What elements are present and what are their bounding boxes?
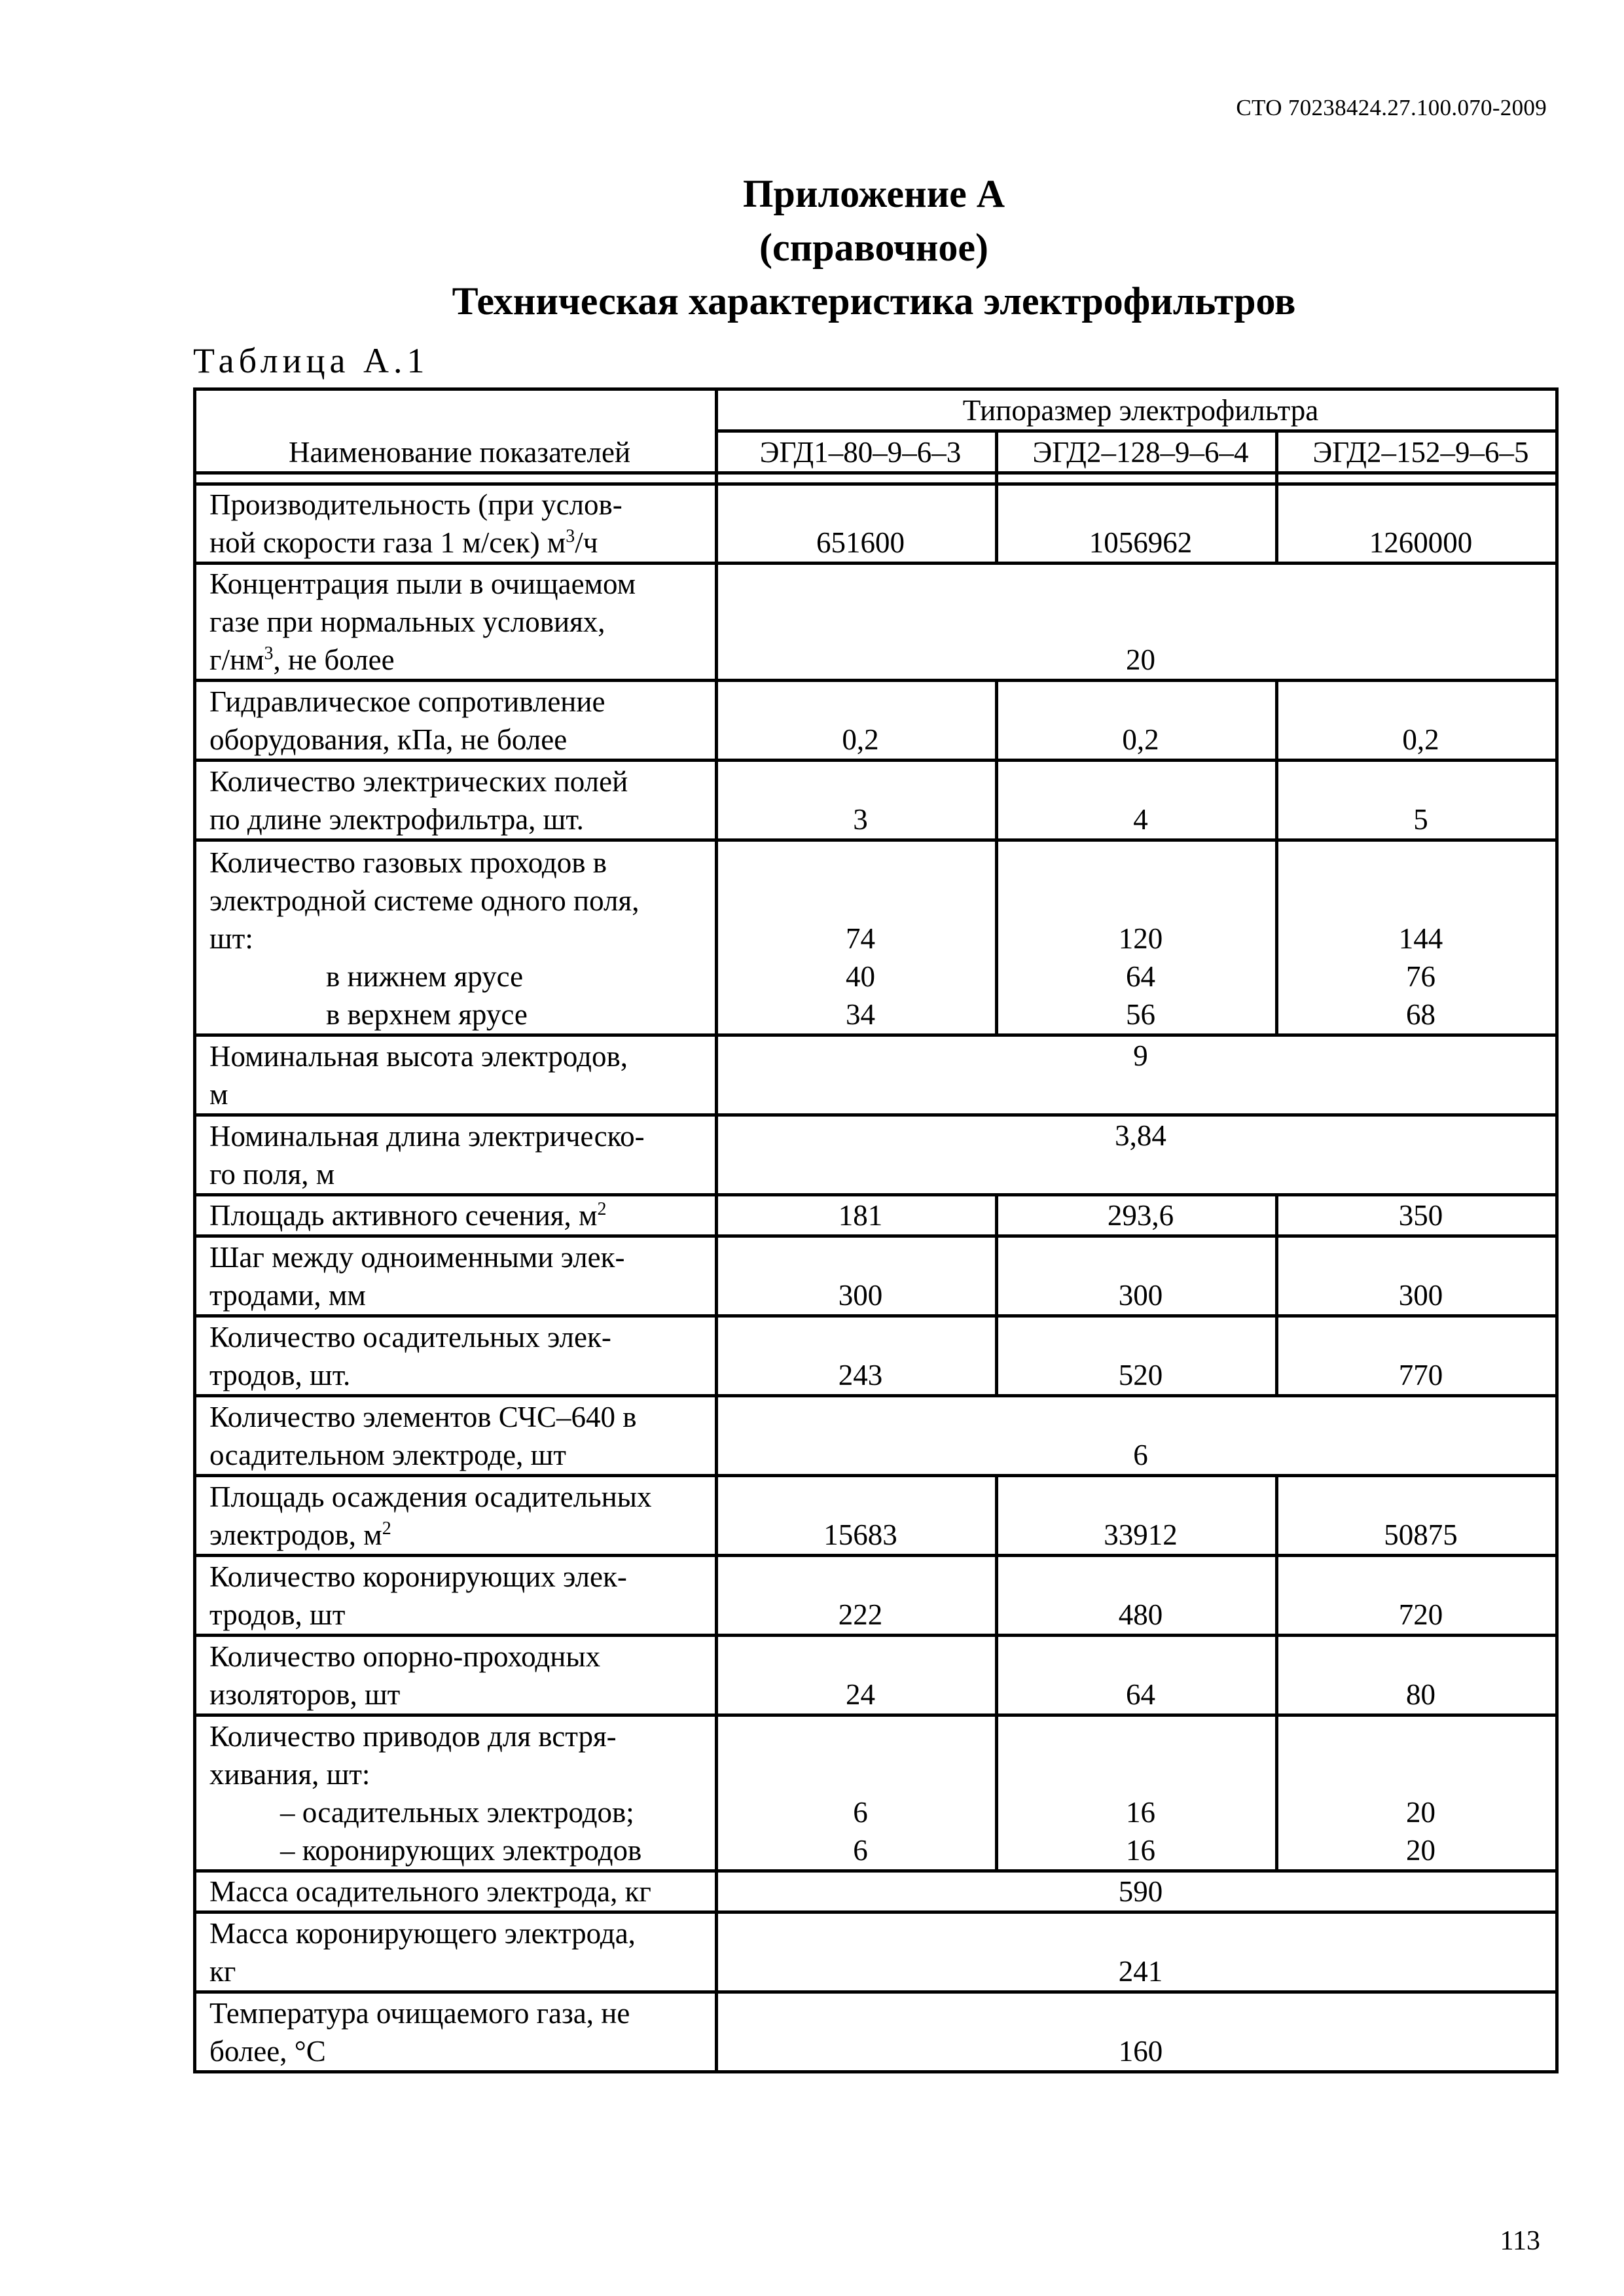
cell-value: 4 (997, 761, 1277, 840)
cell-value: 1056962 (997, 484, 1277, 564)
cell-value: 20 20 (1277, 1715, 1557, 1871)
model-header: ЭГД1–80–9–6–3 (717, 431, 997, 473)
specs-table (193, 387, 1559, 2073)
cell-value: 64 (997, 1636, 1277, 1715)
cell-value: 0,2 (1277, 681, 1557, 761)
row-label: Шаг между одноименными элек- тродами, мм (195, 1236, 717, 1316)
cell-value: 480 (997, 1556, 1277, 1636)
cell-value: 24 (717, 1636, 997, 1715)
row-label: Масса коронирующего электрода, кг (195, 1912, 717, 1992)
cell-value: 520 (997, 1316, 1277, 1396)
row-label: Концентрация пыли в очищаемом газе при нормальных условиях, $г/нм^3$, не более (195, 564, 717, 681)
cell-value: 0,2 (997, 681, 1277, 761)
column-header-name: Наименование показателей (195, 389, 717, 473)
page-number: 113 (1500, 2226, 1540, 2256)
column-group-header: Типоразмер электрофильтра (717, 389, 1557, 431)
cell-value: 50875 (1277, 1476, 1557, 1556)
cell-value: 181 (717, 1195, 997, 1236)
cell-value-merged: 590 (717, 1871, 1557, 1912)
table-row (195, 1316, 1557, 1396)
cell-value-merged: 3,84 (717, 1115, 1557, 1195)
cell-value: 770 (1277, 1316, 1557, 1396)
cell-value-merged: 6 (717, 1396, 1557, 1476)
row-label: Масса осадительного электрода, кг (195, 1871, 717, 1912)
cell-value: 3 (717, 761, 997, 840)
cell-value: 33912 (997, 1476, 1277, 1556)
row-label: Площадь осаждения осадительных электродов, $м^2$ (195, 1476, 717, 1556)
appendix-title: Приложение А (742, 172, 1005, 215)
row-label: Количество элементов СЧС–640 в осадительном электроде, шт (195, 1396, 717, 1476)
model-header: ЭГД2–152–9–6–5 (1277, 431, 1557, 473)
table-row (195, 681, 1557, 761)
row-label: Количество осадительных элек- тродов, шт. (195, 1316, 717, 1396)
cell-value: 144 76 68 (1277, 840, 1557, 1035)
cell-value: 5 (1277, 761, 1557, 840)
cell-value: 0,2 (717, 681, 997, 761)
table-row (195, 1556, 1557, 1636)
table-row (195, 564, 1557, 681)
row-label: Количество приводов для встря- хивания, шт: – осадительных электродов; – коронирующих электродов (195, 1715, 717, 1871)
row-label: Количество опорно-проходных изоляторов, шт (195, 1636, 717, 1715)
cell-value-merged: 9 (717, 1035, 1557, 1115)
row-label: Гидравлическое сопротивление оборудования, кПа, не более (195, 681, 717, 761)
row-label: Номинальная высота электродов, м (195, 1035, 717, 1115)
cell-value-merged: 241 (717, 1912, 1557, 1992)
table-row (195, 840, 1557, 1035)
table-row (195, 1476, 1557, 1556)
table-header-row (195, 389, 1557, 431)
cell-value: 120 64 56 (997, 840, 1277, 1035)
cell-value: 222 (717, 1556, 997, 1636)
document-code: СТО 70238424.27.100.070-2009 (1236, 95, 1547, 120)
table-row (195, 484, 1557, 564)
table-row (195, 1195, 1557, 1236)
table-caption: Таблица А.1 (193, 341, 429, 380)
row-label: Производительность (при услов- ной скорости газа 1 м/сек) $м^3/ч$ (195, 484, 717, 564)
header-separator (195, 473, 1557, 484)
cell-value: 300 (1277, 1236, 1557, 1316)
cell-value: 243 (717, 1316, 997, 1396)
cell-value: 15683 (717, 1476, 997, 1556)
cell-value: 1260000 (1277, 484, 1557, 564)
cell-value: 350 (1277, 1195, 1557, 1236)
cell-value: 6 6 (717, 1715, 997, 1871)
table-row (195, 1236, 1557, 1316)
cell-value-merged: 160 (717, 1992, 1557, 2072)
appendix-heading: Техническая характеристика электрофильтров (452, 279, 1296, 323)
model-header: ЭГД2–128–9–6–4 (997, 431, 1277, 473)
cell-value: 293,6 (997, 1195, 1277, 1236)
cell-value: 300 (997, 1236, 1277, 1316)
table-row (195, 1992, 1557, 2072)
cell-value: 720 (1277, 1556, 1557, 1636)
table-row (195, 1396, 1557, 1476)
cell-value: 74 40 34 (717, 840, 997, 1035)
table-row (195, 1636, 1557, 1715)
table-row (195, 1115, 1557, 1195)
appendix-subtitle: (справочное) (759, 226, 988, 269)
title-block (193, 167, 1555, 328)
table-row (195, 1912, 1557, 1992)
table-row (195, 1871, 1557, 1912)
cell-value: 651600 (717, 484, 997, 564)
cell-value: 80 (1277, 1636, 1557, 1715)
table-row (195, 1035, 1557, 1115)
cell-value: 16 16 (997, 1715, 1277, 1871)
row-label: Количество коронирующих элек- тродов, шт (195, 1556, 717, 1636)
row-label: Количество электрических полей по длине электрофильтра, шт. (195, 761, 717, 840)
table-row (195, 761, 1557, 840)
cell-value: 300 (717, 1236, 997, 1316)
table-row (195, 1715, 1557, 1871)
cell-value-merged: 20 (717, 564, 1557, 681)
row-label: Температура очищаемого газа, не более, °С (195, 1992, 717, 2072)
row-label: Площадь активного сечения, $м^2$ (195, 1195, 717, 1236)
row-label: Номинальная длина электрическо- го поля, м (195, 1115, 717, 1195)
row-label: Количество газовых проходов в электродной системе одного поля, шт: в нижнем ярусе в верхнем ярусе (195, 840, 717, 1035)
